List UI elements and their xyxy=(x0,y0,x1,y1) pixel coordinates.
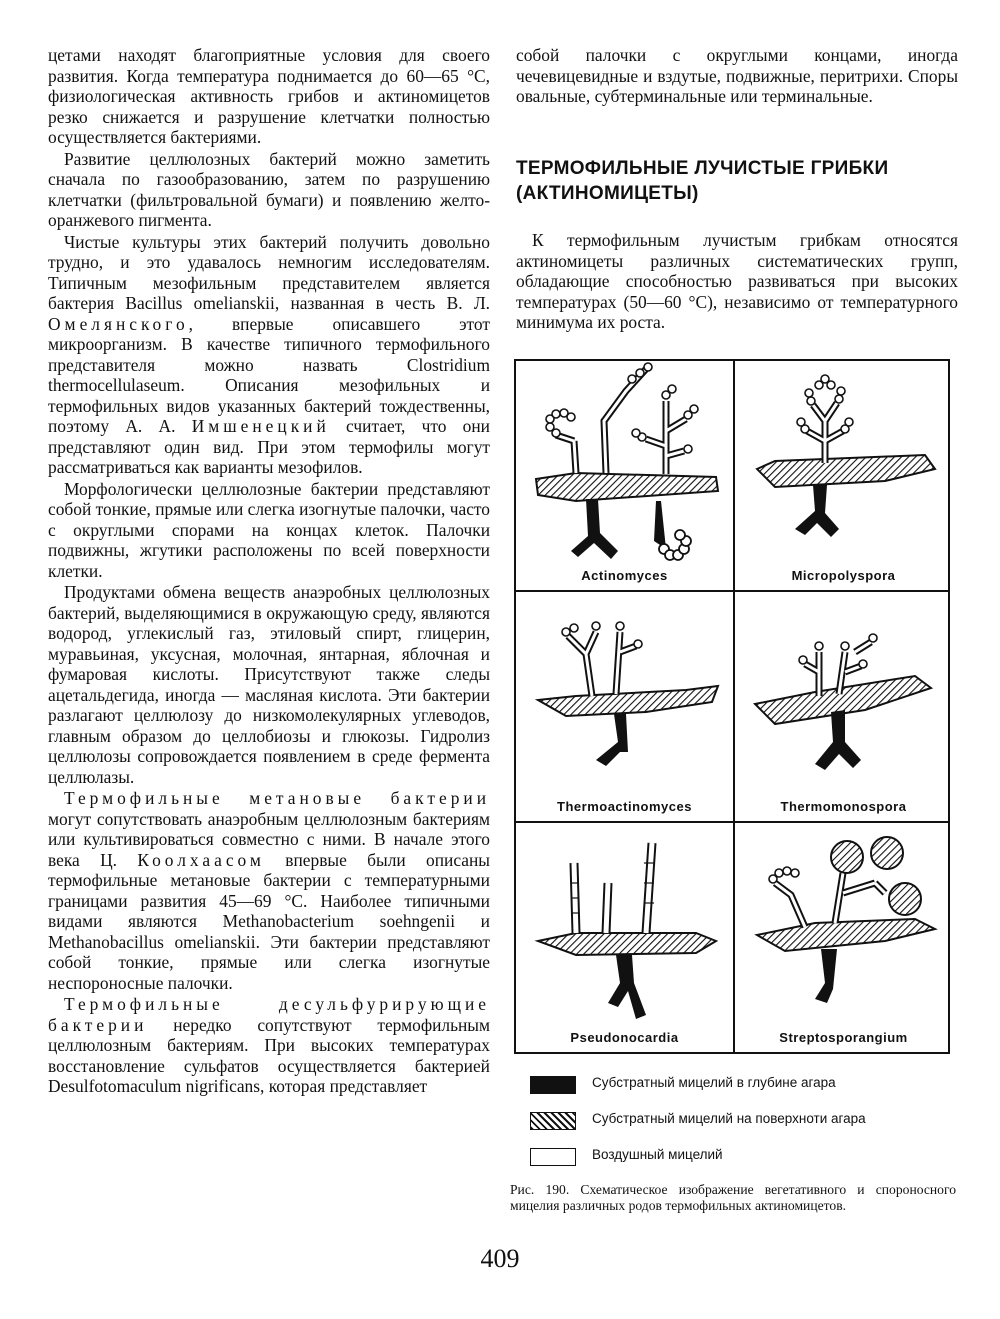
figure-cell-thermomonospora xyxy=(735,592,952,822)
legend-item-deep xyxy=(530,1072,960,1098)
legend-swatch-hatched xyxy=(530,1112,576,1130)
legend-label-deep: Субстратный мицелий в глубине агара xyxy=(592,1075,836,1090)
page-number: 409 xyxy=(480,1244,520,1273)
left-paragraph-1: цетами находят благоприятные условия для своего развития. Когда температура поднимается до 60—65 °С, физиологическая активность грибов и актиномицетов резко снижается и разрушение клетчатки полностью осуществляется бактериями. xyxy=(48,45,490,147)
figure-cell-actinomyces xyxy=(516,361,733,591)
actinomyces-drawing xyxy=(516,361,733,591)
figure-legend xyxy=(530,1072,960,1180)
legend-swatch-black xyxy=(530,1076,576,1094)
left-paragraph-6: Термофильные метановые бактерии могут сопутствовать анаэробным целлюлозным бактериям или культивироваться совместно с ними. В начале этого века Ц. Коолхаасом впервые были описаны термофильные метановые бактерии с температурными границами развития 45—69 °С. Наиболее типичными видами являются Methanobacterium soehngenii и Methanobacillus omelianskii. Эти бактерии представляют собой тонкие, прямые или слегка изогнутые неспороносные палочки. xyxy=(48,788,490,993)
thermoactinomyces-drawing xyxy=(516,592,733,822)
streptosporangium-label: Streptosporangium xyxy=(779,1030,908,1045)
actinomyces-label: Actinomyces xyxy=(581,568,668,583)
left-paragraph-7: Термофильные десульфурирующие бактерии нередко сопутствуют термофильным целлюлозным бактериям. При высоких температурах восстановление сульфатов осуществляется бактерией Desulfotomaculum nigrificans, которая представляет xyxy=(48,994,490,1096)
right-paragraph-2: К термофильным лучистым грибкам относятся актиномицеты различных систематических групп, обладающие способностью развиваться при высоких температурах (50—60 °С), независимо от температурного минимума их роста. xyxy=(516,230,958,332)
right-column-intro xyxy=(516,230,958,333)
section-heading xyxy=(516,156,956,206)
left-column xyxy=(48,45,490,1097)
legend-item-surface xyxy=(530,1108,960,1134)
thermoactinomyces-label: Thermoactinomyces xyxy=(557,799,692,814)
figure-cell-pseudonocardia xyxy=(516,823,733,1053)
left-paragraph-3: Чистые культуры этих бактерий получить довольно трудно, и это удавалось немногим исследователям. Типичным мезофильным представителем является бактерия Bacillus omelianskii, названная в честь В. Л. Омелянского, впервые описавшего этот микроорганизм. В качестве типичного термофильного представителя можно назвать Clostridium thermocellulaseum. Описания мезофильных и термофильных видов указанных бактерий тождественны, поэтому А. А. Имшенецкий считает, что они представляют один вид. При этом термофилы могут рассматриваться как варианты мезофилов. xyxy=(48,231,490,477)
micropolyspora-drawing xyxy=(735,361,952,591)
legend-swatch-white xyxy=(530,1148,576,1166)
legend-label-surface: Субстратный мицелий на поверхноти агара xyxy=(592,1111,866,1126)
left-paragraph-2: Развитие целлюлозных бактерий можно заметить сначала по газообразованию, затем по разрушению клетчатки (фильтровальной бумаги) и появлению желто-оранжевого пигмента. xyxy=(48,148,490,230)
section-heading-line-2: (АКТИНОМИЦЕТЫ) xyxy=(516,183,699,204)
right-column-top xyxy=(516,45,958,107)
thermomonospora-drawing xyxy=(735,592,952,822)
legend-item-aerial xyxy=(530,1144,960,1170)
figure-cell-streptosporangium xyxy=(735,823,952,1053)
figure-cell-micropolyspora xyxy=(735,361,952,591)
thermomonospora-label: Thermomonospora xyxy=(780,799,907,814)
figure-caption: Рис. 190. Схематическое изображение вегетативного и спороносного мицелия различных родов термофильных актиномицетов. xyxy=(510,1182,956,1213)
section-heading-line-1: ТЕРМОФИЛЬНЫЕ ЛУЧИСТЫЕ ГРИБКИ xyxy=(516,158,889,179)
micropolyspora-label: Micropolyspora xyxy=(791,568,896,583)
pseudonocardia-drawing xyxy=(516,823,733,1053)
pseudonocardia-label: Pseudonocardia xyxy=(570,1030,679,1045)
left-paragraph-5: Продуктами обмена веществ анаэробных целлюлозных бактерий, выделяющимися в окружающую среду, являются водород, углекислый газ, этиловый спирт, глицерин, муравьиная, уксусная, молочная, янтарная, яблочная и фумаровая кислоты. Присутствуют также следы ацетальдегида, иногда — масляная кислота. Эти бактерии разлагают целлюлозу до низкомолекулярных углеводов, главным образом до целлобиозы и глюкозы. Гидролиз целлюлозы сопровождается появлением в среде фермента целлюлазы. xyxy=(48,582,490,787)
right-paragraph-1: собой палочки с округлыми концами, иногда чечевицевидные и вздутые, подвижные, перитрихи. Споры овальные, субтерминальные или терминальные. xyxy=(516,45,958,106)
actinomycetes-figure xyxy=(514,359,950,1054)
legend-label-aerial: Воздушный мицелий xyxy=(592,1147,723,1162)
left-paragraph-4: Морфологически целлюлозные бактерии представляют собой тонкие, прямые или слегка изогнутые палочки, часто с округлыми спорами на концах клеток. Палочки подвижны, жгутики расположены по всей поверхности клетки. xyxy=(48,478,490,581)
figure-cell-thermoactinomyces xyxy=(516,592,733,822)
streptosporangium-drawing xyxy=(735,823,952,1053)
